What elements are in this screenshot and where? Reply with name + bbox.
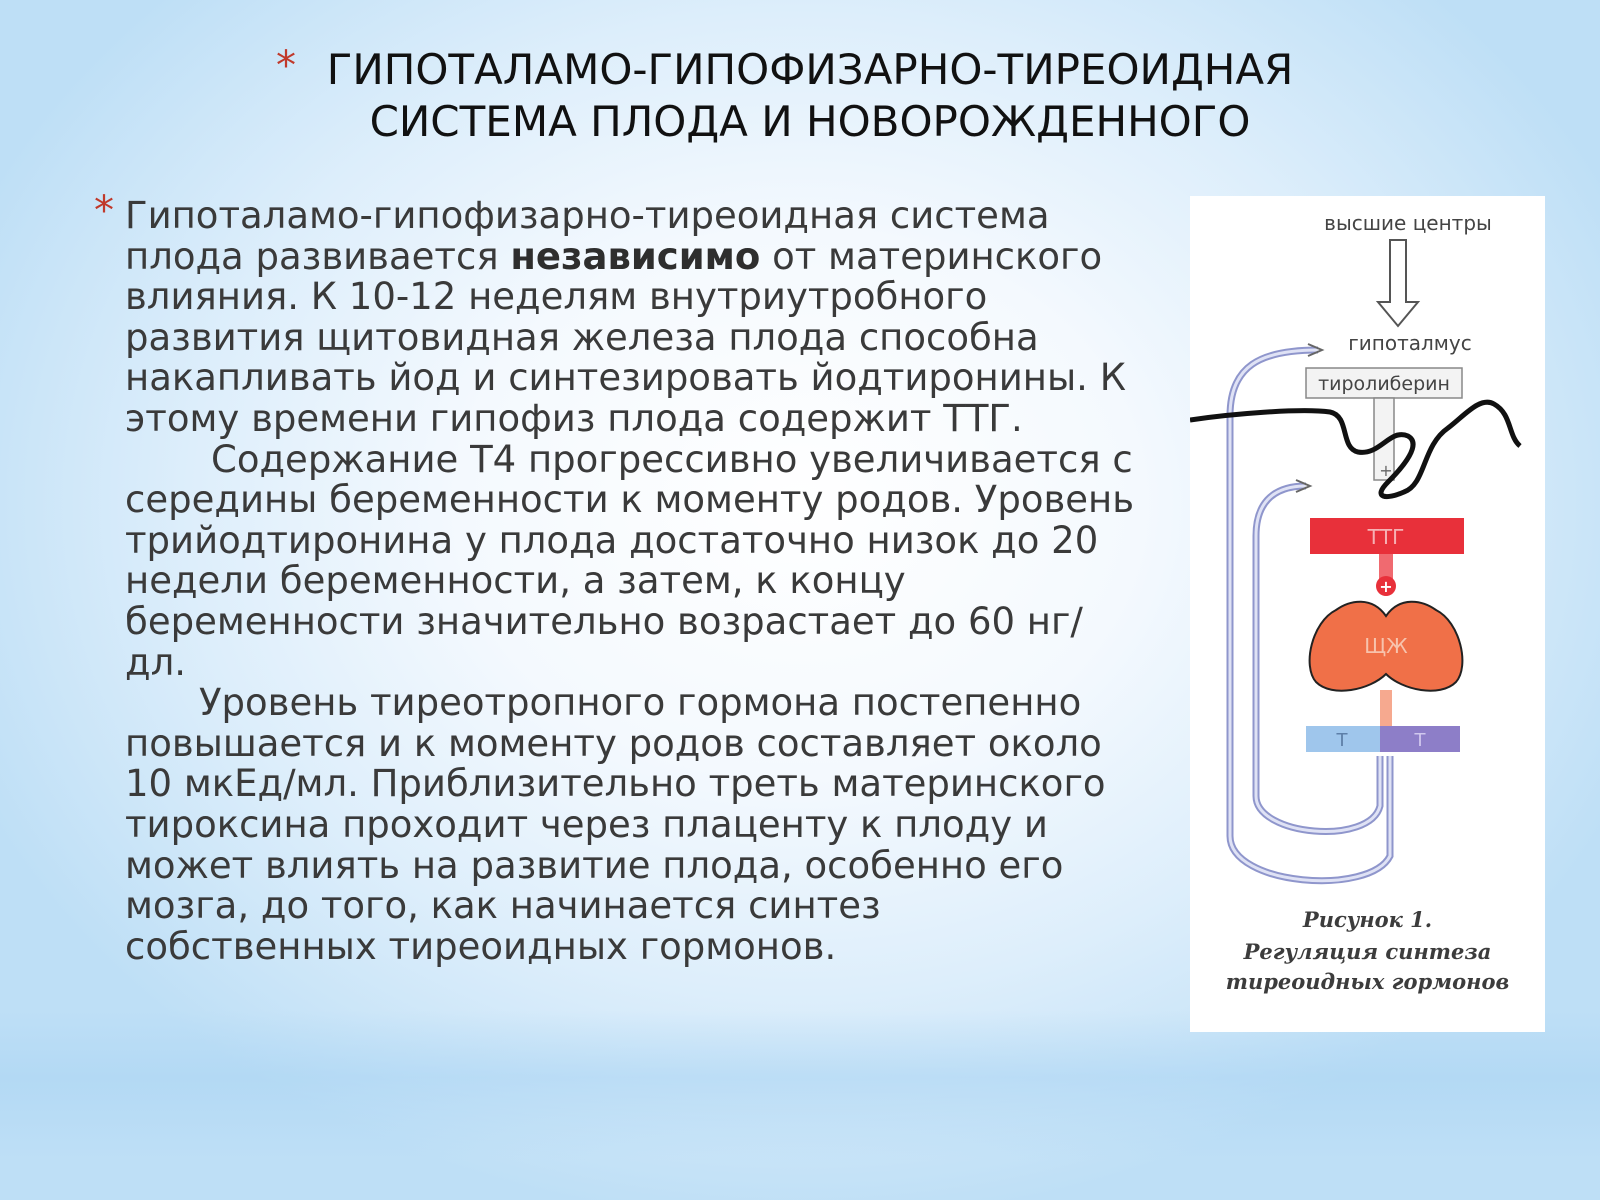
paragraph-1-start: Гипоталамо-гипофизарно-тиреоидная система плода развивается [125,194,1050,278]
paragraph-3: Уровень тиреотропного гормона постепенно повышается и к моменту родов составляет около 10 мкЕд/мл. Приблизительно треть материнского тироксина проходит через плаценту к плоду и может влиять на развитие плода, особенно его мозга, до того, как начинается синтез собственных тиреоидных гормонов. [125,681,1106,968]
title-line-1: ГИПОТАЛАМО-ГИПОФИЗАРНО-ТИРЕОИДНАЯ [326,45,1294,94]
slide-title [270,44,1350,148]
label-plus-1: + [1379,461,1393,480]
caption-line-3: тиреоидных гормонов [1225,969,1510,994]
regulation-figure [1190,196,1545,1032]
emphasis-independently: независимо [510,234,761,278]
label-hypothalamus: гипоталмус [1348,331,1472,355]
down-arrow-icon [1378,240,1418,326]
label-thyroid: ЩЖ [1364,634,1408,658]
label-thyroliberin: тиролиберин [1318,373,1450,395]
paragraph-1 [125,196,1135,440]
background-band [0,1010,1600,1160]
body-text [125,196,1135,967]
body-bullet: * [94,188,114,234]
caption-line-1: Рисунок 1. [1302,907,1433,932]
label-higher-centers: высшие центры [1324,211,1492,235]
label-t-left: Т [1336,730,1348,751]
label-plus-2: + [1379,577,1393,596]
title-bullet: * [276,43,296,89]
title-line-2: СИСТЕМА ПЛОДА И НОВОРОЖДЕННОГО [369,97,1251,146]
label-ttg: ТТГ [1367,525,1405,549]
paragraph-2: Содержание Т4 прогрессивно увеличивается с середины беременности к моменту родов. Уровень трийодтиронина у плода достаточно низок до 20 недели беременности, а затем, к концу беременности значительно возрастает до 60 нг/дл. [125,437,1135,684]
paragraph-1-end: от материнского влияния. К 10-12 неделям внутриутробного развития щитовидная железа плода способна накапливать йод и синтезировать йодтиронины. К этому времени гипофиз плода содержит ТТГ. [125,234,1126,440]
label-t-right: Т [1414,730,1426,751]
caption-line-2: Регуляция синтеза [1243,939,1492,964]
brain-outline [1190,402,1520,496]
